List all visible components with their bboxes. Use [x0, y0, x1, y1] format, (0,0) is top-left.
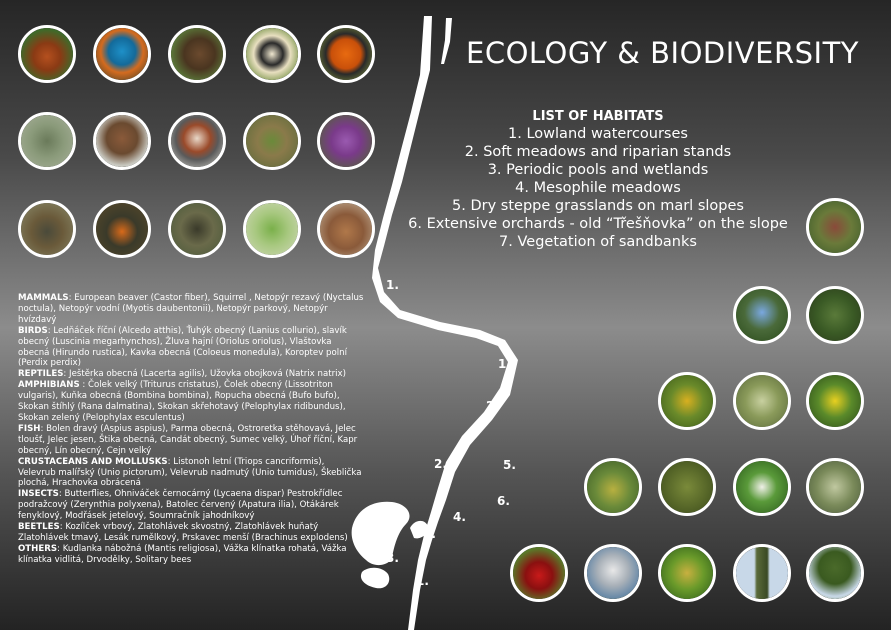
map-label: 1.: [416, 574, 429, 588]
map-label: 1.: [498, 357, 511, 371]
cherries-photo: [510, 544, 568, 602]
species-group: AMPHIBIANS : Čolek velký (Triturus cristatus), Čolek obecný (Lissotriton vulgaris), Kuňka obecná (Bombina bombina), Ropucha obecná (Bufo bufo), Skokan štíhlý (Rana dalmatina), Skokan skřehotavý (Pelophylax ridibundus), Skokan zelený (Pelophylax esculentus): [18, 380, 346, 423]
map-label: 1.: [386, 278, 399, 292]
habitat-item: 5. Dry steppe grasslands on marl slopes: [452, 198, 744, 214]
species-group: MAMMALS: European beaver (Castor fiber), Squirrel , Netopýr rezavý (Nyctalus noctula), Netopýr vodní (Myotis daubentonii), Netopýr parkový, Netopýr hvízdavý: [18, 293, 364, 325]
newt-photo: [18, 200, 76, 258]
page-title: ECOLOGY & BIODIVERSITY: [466, 36, 859, 70]
blossom-tree-photo: [584, 544, 642, 602]
poplar-photo: [733, 544, 791, 602]
species-group: OTHERS: Kudlanka nábožná (Mantis religiosa), Vážka klínatka rohatá, Vážka klínatka vidlitá, Drvodělky, Solitary bees: [18, 543, 347, 565]
copper-butterfly-photo: [317, 25, 375, 83]
hazelnuts-photo: [658, 544, 716, 602]
habitat-item: 6. Extensive orchards - old “Třešňovka” on the slope: [408, 216, 788, 232]
pear-tree-photo: [584, 458, 642, 516]
bird-on-branch-photo: [93, 112, 151, 170]
blue-flowers-photo: [733, 286, 791, 344]
river-channel-upper: [441, 18, 452, 64]
species-group: BIRDS: Ledňáček říční (Alcedo atthis), Ťuhýk obecný (Lanius collurio), slavík obecný (Luscinia megarhynchos), Žluva hajní (Oriolus oriolus), Vlaštovka obecná (Hirundo rustica), Kavka obecná (Coloeus monedula), Koroptev polní (Perdix perdix): [18, 325, 347, 369]
habitat-item: 7. Vegetation of sandbanks: [499, 234, 697, 250]
species-group: CRUSTACEANS AND MOLLUSKS: Listonoh letní (Triops cancriformis), Velevrub malířský (Unio pictorum), Velevrub nadmutý (Unio tumidus), Škeblička plochá, Hrachovka obrácená: [18, 456, 362, 489]
map-label: 7.: [423, 527, 436, 541]
beaver-photo: [168, 25, 226, 83]
lizard-photo: [243, 112, 301, 170]
map-label: 5.: [503, 458, 516, 472]
habitat-item: 3. Periodic pools and wetlands: [487, 162, 709, 178]
kingfisher-photo: [93, 25, 151, 83]
wetland-pool-small: [361, 568, 389, 589]
meadow-plant-photo: [733, 372, 791, 430]
squirrel-photo: [18, 25, 76, 83]
grass-photo: [806, 286, 864, 344]
map-label: 4.: [453, 510, 466, 524]
tree-crown-photo: [658, 458, 716, 516]
mantis-photo: [243, 200, 301, 258]
yellow-flower-photo: [806, 372, 864, 430]
shrike-photo: [168, 112, 226, 170]
yellow-shrub-photo: [658, 372, 716, 430]
snake-photo: [168, 200, 226, 258]
species-group: FISH: Bolen dravý (Aspius aspius), Parma obecná, Ostroretka stěhovavá, Jelec tloušť, Jelec jesen, Štika obecná, Candát obecný, Sumec velký, Úhoř říční, Kapr obecný, Lín obecný, Cejn velký: [18, 423, 358, 456]
fire-bellied-toad-photo: [93, 200, 151, 258]
habitat-item: 4. Mesophile meadows: [515, 180, 681, 196]
frog-photo: [317, 200, 375, 258]
species-list: [18, 293, 364, 566]
flower-cluster-photo: [806, 198, 864, 256]
map-label: 3.: [386, 551, 399, 565]
species-group: BEETLES: Kozílček vrbový, Zlatohlávek skvostný, Zlatohlávek huňatý Zlatohlávek tmavý, Lesák rumělkový, Prskavec menší (Brachinus explodens): [18, 522, 348, 543]
habitat-item: 1. Lowland watercourses: [508, 126, 688, 142]
map-label: 2.: [434, 457, 447, 471]
map-label: 2.: [486, 399, 499, 413]
oak-photo: [806, 544, 864, 602]
map-label: 6.: [497, 494, 510, 508]
habitat-item: 2. Soft meadows and riparian stands: [464, 144, 732, 160]
species-group: REPTILES: Ještěrka obecná (Lacerta agilis), Užovka obojková (Natrix natrix): [18, 369, 346, 380]
habitat-list-heading: LIST OF HABITATS: [532, 109, 664, 124]
species-group: INSECTS: Butterflies, Ohniváček černocárný (Lycaena dispar) Pestrokřídlec podražcový (Zerynthia polyxena), Batolec červený (Apatura ilia), Otákárek fenyklový, Modřásek jetelový, Soumračník jahodníkový: [18, 489, 343, 522]
habitat-list: [398, 108, 798, 251]
swallowtail-butterfly-photo: [243, 25, 301, 83]
dragonfly-photo: [18, 112, 76, 170]
orchid-photo: [317, 112, 375, 170]
grass-tuft-photo: [806, 458, 864, 516]
white-flowers-photo: [733, 458, 791, 516]
